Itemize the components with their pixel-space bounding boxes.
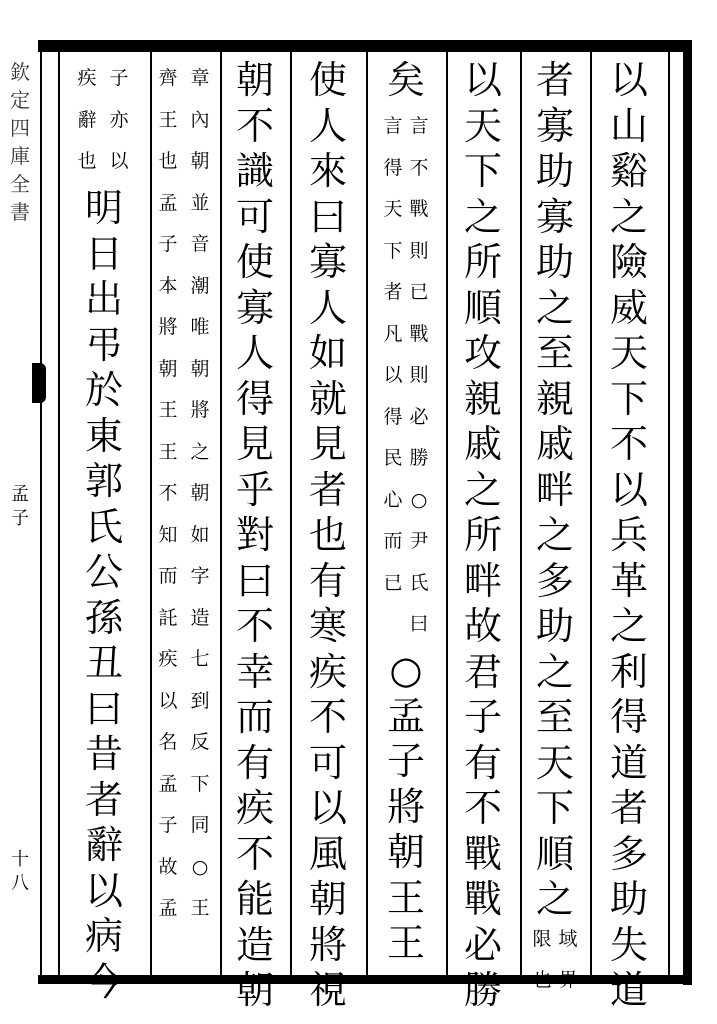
main-char: 可	[235, 194, 274, 239]
main-char: 兵	[609, 513, 648, 557]
main-char: 不	[609, 422, 648, 466]
main-char: 攻	[463, 331, 502, 375]
main-char: 郭	[84, 459, 123, 503]
commentary-text	[108, 58, 130, 183]
commentary-char: 必	[409, 405, 429, 428]
main-char: 將	[308, 922, 347, 967]
main-char: 不	[235, 604, 274, 648]
main-char: 利	[609, 649, 648, 694]
main-char: 使	[235, 240, 274, 284]
commentary-char: 同	[190, 814, 210, 836]
commentary-char: 也	[532, 969, 552, 991]
commentary-char: 將	[158, 316, 178, 338]
main-char: 辭	[84, 823, 123, 867]
main-char: 日	[84, 231, 123, 276]
book-char: 孟	[11, 484, 29, 505]
main-char: 朝	[235, 968, 274, 1012]
commentary-char: 反	[190, 731, 210, 753]
main-char: 故	[463, 604, 502, 648]
commentary-text	[408, 106, 430, 646]
main-text	[233, 58, 277, 1014]
main-char: 君	[463, 649, 502, 694]
commentary-char: 音	[190, 233, 210, 255]
main-char: 寡	[235, 285, 274, 330]
commentary-char: 已	[409, 281, 429, 303]
text-column-col3	[446, 58, 520, 1012]
main-char: 親	[535, 376, 574, 421]
commentary-char: 尹	[409, 530, 429, 552]
commentary-char: 言	[383, 115, 403, 137]
commentary-char: 孟	[158, 897, 178, 919]
main-char: 曰	[84, 686, 123, 731]
frame-inner-line	[668, 52, 670, 975]
commentary-char: 之	[190, 440, 210, 463]
main-text	[533, 58, 577, 923]
commentary-char: 民	[383, 447, 403, 469]
main-char: 以	[609, 467, 648, 512]
main-char: 者	[308, 467, 347, 512]
collection-title-text	[2, 58, 38, 226]
commentary-char: 則	[409, 364, 429, 386]
main-char: 孫	[84, 595, 123, 640]
main-char: 於	[84, 368, 123, 412]
main-char: 公	[84, 550, 123, 594]
main-char: 朝	[386, 830, 425, 874]
main-char: 之	[463, 194, 502, 239]
main-char: 威	[609, 285, 648, 330]
commentary-char: 王	[158, 108, 178, 131]
main-char: 對	[235, 513, 274, 557]
text-column-col1	[590, 58, 668, 1012]
frame-bottom-border	[38, 975, 690, 984]
commentary-char: 造	[190, 606, 210, 629]
main-char: 也	[308, 513, 347, 557]
main-char: 不	[235, 831, 274, 876]
main-char: 者	[609, 786, 648, 830]
main-char: 疾	[308, 649, 347, 694]
main-char: 乎	[235, 467, 274, 512]
commentary-text	[557, 919, 579, 1002]
main-char: 以	[84, 868, 123, 913]
page-number-char: 十	[11, 849, 29, 870]
main-char: 可	[308, 740, 347, 785]
main-char: 寡	[308, 240, 347, 284]
main-char: 來	[308, 149, 347, 193]
text-column-col4	[366, 58, 446, 975]
main-char: 丑	[84, 641, 123, 685]
commentary-char: 也	[158, 150, 178, 172]
main-char: 之	[609, 604, 648, 648]
main-char: 出	[84, 277, 123, 321]
collection-title	[2, 58, 38, 226]
commentary-char: 而	[158, 565, 178, 587]
commentary-char: 限	[532, 927, 552, 950]
main-char: 不	[235, 103, 274, 148]
commentary-char: 託	[158, 606, 178, 629]
commentary-char: 朝	[190, 482, 210, 504]
title-char: 定	[10, 88, 30, 112]
main-char: 戰	[463, 877, 502, 921]
commentary-char: 王	[190, 897, 210, 919]
commentary-char: 以	[383, 364, 403, 386]
commentary-char: 朝	[190, 357, 210, 380]
commentary-char: 而	[383, 530, 403, 552]
main-text	[82, 186, 126, 1005]
main-char: 子	[463, 695, 502, 739]
commentary-char: 王	[158, 440, 178, 463]
commentary-text	[189, 58, 211, 930]
main-char: 失	[609, 922, 648, 967]
commentary-char: ○	[191, 855, 209, 878]
main-char: 寡	[535, 103, 574, 148]
main-char: 今	[84, 959, 123, 1004]
main-char: 以	[609, 58, 648, 102]
commentary-char: 天	[383, 198, 403, 220]
commentary-char: 章	[190, 67, 210, 89]
main-char: 之	[535, 285, 574, 330]
book-title	[2, 483, 38, 531]
main-char: 至	[535, 695, 574, 739]
commentary-char: 本	[158, 274, 178, 297]
main-char: 寒	[308, 604, 347, 648]
commentary-char: 也	[77, 150, 97, 172]
page-margin	[2, 58, 38, 975]
main-char: 助	[609, 877, 648, 921]
main-char: 得	[609, 695, 648, 739]
commentary-char: 戰	[409, 198, 429, 220]
main-char: 疾	[235, 786, 274, 830]
main-char: 下	[463, 149, 502, 193]
main-char: 助	[535, 240, 574, 284]
main-char: 道	[609, 740, 648, 785]
main-char: 以	[308, 786, 347, 830]
main-char: 親	[463, 376, 502, 421]
title-char: 全	[10, 172, 30, 196]
commentary-char: 如	[190, 523, 210, 546]
main-char: 天	[535, 740, 574, 785]
main-char: 不	[463, 786, 502, 830]
commentary-text	[157, 58, 179, 930]
main-char: ○	[389, 648, 423, 692]
commentary-char: 子	[109, 67, 129, 89]
commentary-char: 知	[158, 523, 178, 546]
main-char: 朝	[235, 58, 274, 102]
main-text	[306, 58, 350, 1014]
main-char: 畔	[463, 558, 502, 603]
commentary-char: 戰	[409, 322, 429, 345]
text-column-col2	[520, 58, 590, 991]
book-char: 子	[11, 508, 29, 529]
main-char: 戰	[463, 831, 502, 876]
main-char: 助	[535, 149, 574, 193]
main-char: 見	[308, 422, 347, 466]
frame-right-border	[683, 40, 692, 985]
main-char: 曰	[235, 558, 274, 603]
main-char: 有	[308, 558, 347, 603]
main-char: 子	[386, 739, 425, 783]
main-char: 戚	[463, 422, 502, 466]
main-char: 谿	[609, 149, 648, 193]
commentary-char: 心	[383, 488, 403, 511]
text-column-col7	[150, 58, 220, 975]
commentary-char: 曰	[409, 613, 429, 635]
commentary-char: ○	[410, 488, 428, 511]
main-char: 幸	[235, 649, 274, 694]
commentary-char: 王	[158, 399, 178, 421]
commentary-char: 疾	[158, 648, 178, 670]
main-char: 者	[535, 58, 574, 102]
main-char: 如	[308, 331, 347, 375]
text-column-col5	[290, 58, 366, 1012]
main-char: 之	[535, 513, 574, 557]
main-char: 者	[84, 777, 123, 822]
commentary-char: 下	[190, 772, 210, 795]
main-char: 東	[84, 413, 123, 458]
main-text	[384, 648, 428, 967]
main-char: 下	[609, 376, 648, 421]
main-text	[607, 58, 651, 1014]
main-char: 矣	[386, 58, 425, 102]
main-char: 使	[308, 58, 347, 102]
main-char: 王	[386, 875, 425, 920]
main-char: 昔	[84, 732, 123, 776]
main-char: 有	[463, 740, 502, 785]
commentary-char: 齊	[158, 67, 178, 89]
main-char: 明	[84, 186, 123, 230]
main-char: 天	[609, 331, 648, 375]
text-column-col8	[58, 58, 150, 1004]
commentary-char: 內	[190, 108, 210, 131]
commentary-char: 將	[190, 399, 210, 421]
commentary-char: 孟	[158, 772, 178, 795]
main-char: 視	[308, 968, 347, 1012]
main-char: 山	[609, 103, 648, 148]
main-char: 天	[463, 103, 502, 148]
main-char: 見	[235, 422, 274, 466]
commentary-char: 得	[383, 405, 403, 428]
commentary-char: 疾	[77, 67, 97, 89]
main-char: 病	[84, 914, 123, 958]
commentary-char: 界	[558, 969, 578, 991]
main-char: 以	[463, 58, 502, 102]
main-char: 多	[609, 831, 648, 876]
main-char: 能	[235, 877, 274, 921]
title-char: 四	[10, 116, 30, 140]
main-char: 險	[609, 240, 648, 284]
main-char: 氏	[84, 504, 123, 549]
commentary-char: 潮	[190, 274, 210, 297]
commentary-char: 並	[190, 191, 210, 214]
main-char: 而	[235, 695, 274, 739]
commentary-char: 則	[409, 239, 429, 262]
commentary-char: 以	[158, 689, 178, 712]
title-char: 欽	[10, 60, 30, 84]
main-char: 助	[535, 604, 574, 648]
main-char: 之	[609, 194, 648, 239]
main-char: 孟	[386, 693, 425, 738]
commentary-char: 氏	[409, 571, 429, 594]
commentary-char: 得	[383, 156, 403, 179]
main-char: 至	[535, 331, 574, 375]
main-char: 識	[235, 149, 274, 193]
commentary-char: 者	[383, 281, 403, 303]
commentary-char: 凡	[383, 322, 403, 345]
main-char: 勝	[463, 968, 502, 1012]
frame-top-border	[38, 40, 690, 52]
commentary-char: 朝	[190, 150, 210, 172]
commentary-char: 到	[190, 689, 210, 712]
main-char: 不	[308, 695, 347, 739]
fishtail-mark	[32, 363, 46, 403]
commentary-char: 不	[409, 156, 429, 179]
main-char: 順	[463, 285, 502, 330]
commentary-char: 字	[190, 565, 210, 587]
main-char: 弔	[84, 322, 123, 367]
main-text	[384, 58, 428, 104]
main-char: 戚	[535, 422, 574, 466]
main-char: 人	[235, 331, 274, 375]
commentary-char: 勝	[409, 447, 429, 469]
main-char: 下	[535, 786, 574, 830]
main-char: 革	[609, 558, 648, 603]
main-char: 所	[463, 240, 502, 284]
main-char: 王	[386, 921, 425, 965]
commentary-char: 辭	[77, 108, 97, 131]
main-text	[461, 58, 505, 1014]
commentary-char: 已	[383, 571, 403, 594]
main-char: 之	[535, 649, 574, 694]
commentary-char: 故	[158, 855, 178, 878]
commentary-char: 子	[158, 233, 178, 255]
main-char: 就	[308, 376, 347, 421]
title-char: 書	[10, 200, 30, 224]
page-number	[2, 848, 38, 896]
commentary-char: 唯	[190, 316, 210, 338]
main-char: 道	[609, 968, 648, 1012]
commentary-text	[382, 106, 404, 604]
page-number-char: 八	[11, 873, 29, 894]
commentary-text	[531, 919, 553, 1002]
margin-rule	[40, 52, 42, 975]
main-char: 將	[386, 784, 425, 829]
commentary-char: 孟	[158, 191, 178, 214]
main-char: 有	[235, 740, 274, 785]
main-char: 寡	[535, 194, 574, 239]
main-char: 曰	[308, 194, 347, 239]
main-char: 風	[308, 831, 347, 876]
main-char: 人	[308, 285, 347, 330]
commentary-char: 下	[383, 239, 403, 262]
main-char: 造	[235, 922, 274, 967]
book-title-text	[2, 483, 38, 531]
commentary-char: 域	[558, 927, 578, 950]
commentary-char: 七	[190, 648, 210, 670]
commentary-char: 名	[158, 731, 178, 753]
commentary-char: 不	[158, 482, 178, 504]
main-char: 多	[535, 558, 574, 603]
commentary-text	[76, 58, 98, 183]
main-char: 人	[308, 103, 347, 148]
text-column-col6	[220, 58, 290, 1012]
commentary-char: 以	[109, 150, 129, 172]
commentary-char: 子	[158, 814, 178, 836]
main-char: 之	[535, 877, 574, 921]
title-char: 庫	[10, 144, 30, 168]
commentary-char: 亦	[109, 108, 129, 131]
main-char: 朝	[308, 877, 347, 921]
commentary-char: 言	[409, 115, 429, 137]
main-char: 之	[463, 467, 502, 512]
main-char: 得	[235, 376, 274, 421]
main-char: 所	[463, 513, 502, 557]
main-char: 順	[535, 831, 574, 876]
page-number-text	[2, 848, 38, 896]
main-char: 畔	[535, 467, 574, 512]
commentary-char: 朝	[158, 357, 178, 380]
main-char: 必	[463, 922, 502, 967]
